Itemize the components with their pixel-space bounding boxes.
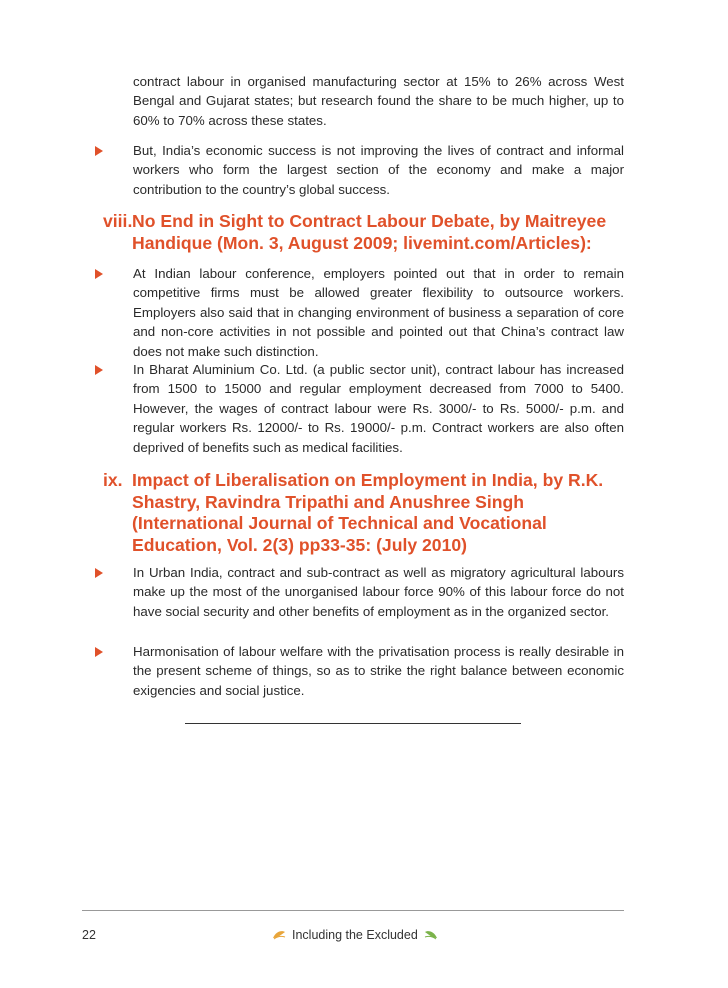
- bullet-item: [95, 563, 624, 621]
- bullet-item: [95, 141, 624, 199]
- footer-divider: [82, 910, 624, 911]
- continued-paragraph: contract labour in organised manufacturing sector at 15% to 26% across West Bengal and Gujarat states; but research found the share to be much higher, up to 60% to 70% across these states.: [133, 74, 624, 128]
- leaf-icon: [272, 930, 286, 940]
- section-end-rule: [185, 723, 521, 724]
- section-number: viii.: [103, 211, 133, 231]
- section-heading-ix: [103, 470, 633, 556]
- leaf-icon: [424, 930, 438, 940]
- section-title: Impact of Liberalisation on Employment in India, by R.K. Shastry, Ravindra Tripathi and Anushree Singh (International Journal of Technical and Vocational Education, Vol. 2(3) pp33-35: (July 2010): [132, 470, 604, 555]
- triangle-bullet-icon: [95, 647, 103, 657]
- bullet-text: But, India’s economic success is not improving the lives of contract and informal workers who form the largest section of the economy and make a major contribution to the country’s global success.: [133, 143, 624, 197]
- bullet-text: At Indian labour conference, employers pointed out that in order to remain competitive firms must be allowed greater flexibility to outsource workers. Employers also said that in changing environment of business a separation of core and non-core activities in not possible and pointed out that China’s contract law does not make such distinction.: [133, 266, 624, 359]
- bullet-text: In Bharat Aluminium Co. Ltd. (a public sector unit), contract labour has increased from 1500 to 15000 and regular employment decreased from 7000 to 5400. However, the wages of contract labour were Rs. 3000/- to Rs. 5000/- p.m. and regular workers Rs. 12000/- to Rs. 19000/- p.m. Contract workers are also often deprived of benefits such as medical facilities.: [133, 362, 624, 455]
- triangle-bullet-icon: [95, 146, 103, 156]
- triangle-bullet-icon: [95, 269, 103, 279]
- triangle-bullet-icon: [95, 365, 103, 375]
- bullet-item: [95, 264, 624, 361]
- bullet-text: Harmonisation of labour welfare with the privatisation process is really desirable in the present scheme of things, so as to strike the right balance between economic exigencies and social justice.: [133, 644, 624, 698]
- section-heading-viii: [103, 211, 633, 254]
- section-title: No End in Sight to Contract Labour Debate, by Maitreyee Handique (Mon. 3, August 2009; livemint.com/Articles):: [132, 211, 607, 253]
- bullet-text: In Urban India, contract and sub-contract as well as migratory agricultural labours make up the most of the unorganised labour force 90% of this labour force do not have social security and other benefits of employment as in the organized sector.: [133, 565, 624, 619]
- section-number: ix.: [103, 470, 123, 490]
- footer-title-text: Including the Excluded: [292, 928, 418, 942]
- bullet-item: [95, 642, 624, 700]
- footer-title: [272, 928, 438, 942]
- bullet-item: [95, 360, 624, 457]
- page-number: 22: [82, 928, 96, 942]
- triangle-bullet-icon: [95, 568, 103, 578]
